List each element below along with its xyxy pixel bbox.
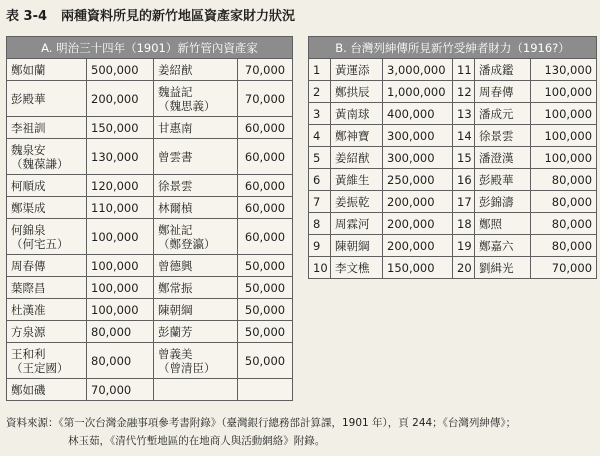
rank-number: 19 (453, 235, 475, 257)
asset-value: 50,000 (238, 299, 293, 321)
rank-number: 16 (453, 169, 475, 191)
wealth-value: 250,000 (383, 169, 453, 191)
asset-value: 60,000 (238, 139, 293, 175)
asset-holder-name: 林爾楨 (154, 197, 238, 219)
table-row (309, 125, 597, 147)
gentry-name: 彭錦濤 (475, 191, 531, 213)
wealth-value: 200,000 (383, 191, 453, 213)
rank-number: 4 (309, 125, 331, 147)
asset-holder-name: 彭蘭芳 (154, 321, 238, 343)
table-row (309, 81, 597, 103)
table-a-header-row (7, 37, 293, 59)
rank-number: 6 (309, 169, 331, 191)
rank-number: 5 (309, 147, 331, 169)
gentry-name: 陳朝綱 (331, 235, 383, 257)
table-row (7, 219, 293, 255)
asset-value: 130,000 (87, 139, 154, 175)
asset-value: 500,000 (87, 59, 154, 81)
gentry-name: 鄭照 (475, 213, 531, 235)
table-row (309, 59, 597, 81)
asset-holder-name: 鄭如磯 (7, 379, 87, 401)
table-row (309, 191, 597, 213)
wealth-value: 400,000 (383, 103, 453, 125)
gentry-name: 潘成元 (475, 103, 531, 125)
asset-value: 50,000 (238, 277, 293, 299)
asset-holder-name: 彭殿華 (7, 81, 87, 117)
wealth-value: 80,000 (531, 191, 597, 213)
gentry-name: 鄭神寶 (331, 125, 383, 147)
asset-holder-name: 方泉源 (7, 321, 87, 343)
table-row (7, 59, 293, 81)
wealth-value: 1,000,000 (383, 81, 453, 103)
wealth-value: 100,000 (531, 81, 597, 103)
asset-value (238, 379, 293, 401)
gentry-name: 劉緝光 (475, 257, 531, 279)
asset-value: 100,000 (87, 219, 154, 255)
table-b-header: B. 台灣列紳傳所見新竹受紳者財力（1916?） (309, 37, 597, 59)
wealth-value: 100,000 (531, 103, 597, 125)
gentry-name: 姜振乾 (331, 191, 383, 213)
asset-holder-name: 周春傳 (7, 255, 87, 277)
table-row (7, 81, 293, 117)
rank-number: 18 (453, 213, 475, 235)
asset-value: 60,000 (238, 175, 293, 197)
table-row (309, 103, 597, 125)
gentry-name: 鄭嘉六 (475, 235, 531, 257)
rank-number: 20 (453, 257, 475, 279)
wealth-value: 100,000 (531, 147, 597, 169)
asset-holder-name: 杜漢准 (7, 299, 87, 321)
asset-value: 70,000 (238, 59, 293, 81)
rank-number: 8 (309, 213, 331, 235)
table-row (7, 255, 293, 277)
source-line-2: 林玉茹，《清代竹塹地區的在地商人與活動網絡》附錄。 (68, 435, 326, 447)
table-row (7, 117, 293, 139)
asset-holder-name: 曾義美 （曾清臣） (154, 343, 238, 379)
asset-holder-name: 鄭常振 (154, 277, 238, 299)
asset-value: 120,000 (87, 175, 154, 197)
table-caption (6, 5, 295, 24)
asset-value: 50,000 (238, 321, 293, 343)
wealth-value: 150,000 (383, 257, 453, 279)
gentry-name: 姜紹猷 (331, 147, 383, 169)
asset-value: 150,000 (87, 117, 154, 139)
wealth-value: 80,000 (531, 235, 597, 257)
table-row (7, 277, 293, 299)
asset-value: 70,000 (238, 81, 293, 117)
wealth-value: 70,000 (531, 257, 597, 279)
gentry-name: 潘澄漢 (475, 147, 531, 169)
wealth-value: 80,000 (531, 169, 597, 191)
table-row (309, 169, 597, 191)
asset-holder-name: 李祖訓 (7, 117, 87, 139)
rank-number: 17 (453, 191, 475, 213)
asset-holder-name: 鄭祉記 （鄭登瀛） (154, 219, 238, 255)
wealth-value: 300,000 (383, 125, 453, 147)
gentry-name: 黃維生 (331, 169, 383, 191)
asset-holder-name: 曾雲書 (154, 139, 238, 175)
rank-number: 9 (309, 235, 331, 257)
rank-number: 7 (309, 191, 331, 213)
wealth-value: 300,000 (383, 147, 453, 169)
asset-holder-name: 陳朝綱 (154, 299, 238, 321)
rank-number: 15 (453, 147, 475, 169)
asset-holder-name: 柯順成 (7, 175, 87, 197)
gentry-name: 鄭拱辰 (331, 81, 383, 103)
asset-value: 50,000 (238, 255, 293, 277)
asset-holder-name: 曾德興 (154, 255, 238, 277)
rank-number: 1 (309, 59, 331, 81)
source-line-1: 資料來源：《第一次台灣金融事項參考書附錄》（臺灣銀行總務部計算課，1901 年），頁 244；《台灣列紳傳》； (6, 417, 517, 429)
asset-holder-name: 魏益記 （魏思義） (154, 81, 238, 117)
gentry-name: 周春傳 (475, 81, 531, 103)
gentry-name: 徐景雲 (475, 125, 531, 147)
table-row (7, 343, 293, 379)
table-row (7, 299, 293, 321)
wealth-value: 100,000 (531, 125, 597, 147)
asset-holder-name: 甘惠南 (154, 117, 238, 139)
asset-value: 60,000 (238, 117, 293, 139)
table-a-1901-asset-holders (6, 36, 293, 401)
rank-number: 14 (453, 125, 475, 147)
table-row (7, 139, 293, 175)
rank-number: 10 (309, 257, 331, 279)
table-row (309, 147, 597, 169)
gentry-name: 彭殿華 (475, 169, 531, 191)
table-row (309, 257, 597, 279)
asset-value: 100,000 (87, 255, 154, 277)
asset-value: 50,000 (238, 343, 293, 379)
rank-number: 3 (309, 103, 331, 125)
wealth-value: 80,000 (531, 213, 597, 235)
asset-holder-name: 鄭渠成 (7, 197, 87, 219)
source-note (6, 414, 516, 450)
asset-holder-name: 何錦泉 （何宅五） (7, 219, 87, 255)
rank-number: 11 (453, 59, 475, 81)
wealth-value: 200,000 (383, 235, 453, 257)
asset-holder-name (154, 379, 238, 401)
asset-value: 60,000 (238, 197, 293, 219)
asset-value: 200,000 (87, 81, 154, 117)
rank-number: 13 (453, 103, 475, 125)
table-row (7, 379, 293, 401)
asset-holder-name: 姜紹猷 (154, 59, 238, 81)
table-a-header: A. 明治三十四年（1901）新竹管內資產家 (7, 37, 293, 59)
wealth-value: 130,000 (531, 59, 597, 81)
wealth-value: 200,000 (383, 213, 453, 235)
asset-value: 80,000 (87, 343, 154, 379)
asset-holder-name: 葉際昌 (7, 277, 87, 299)
table-row (309, 213, 597, 235)
asset-value: 80,000 (87, 321, 154, 343)
asset-holder-name: 王和利 （王定國） (7, 343, 87, 379)
rank-number: 2 (309, 81, 331, 103)
gentry-name: 黃運添 (331, 59, 383, 81)
gentry-name: 潘成鑑 (475, 59, 531, 81)
caption-title: 兩種資料所見的新竹地區資產家財力狀況 (61, 9, 296, 24)
asset-value: 60,000 (238, 219, 293, 255)
gentry-name: 黃南球 (331, 103, 383, 125)
table-row (7, 175, 293, 197)
caption-number: 表 3-4 (6, 9, 48, 24)
asset-holder-name: 鄭如蘭 (7, 59, 87, 81)
rank-number: 12 (453, 81, 475, 103)
asset-holder-name: 徐景雲 (154, 175, 238, 197)
gentry-name: 周霖河 (331, 213, 383, 235)
asset-value: 110,000 (87, 197, 154, 219)
table-b-1916-gentry-wealth (308, 36, 597, 279)
asset-value: 100,000 (87, 277, 154, 299)
asset-value: 70,000 (87, 379, 154, 401)
asset-holder-name: 魏泉安 （魏葆謙） (7, 139, 87, 175)
table-row (7, 197, 293, 219)
table-row (7, 321, 293, 343)
wealth-value: 3,000,000 (383, 59, 453, 81)
asset-value: 100,000 (87, 299, 154, 321)
table-b-header-row (309, 37, 597, 59)
table-row (309, 235, 597, 257)
gentry-name: 李文樵 (331, 257, 383, 279)
